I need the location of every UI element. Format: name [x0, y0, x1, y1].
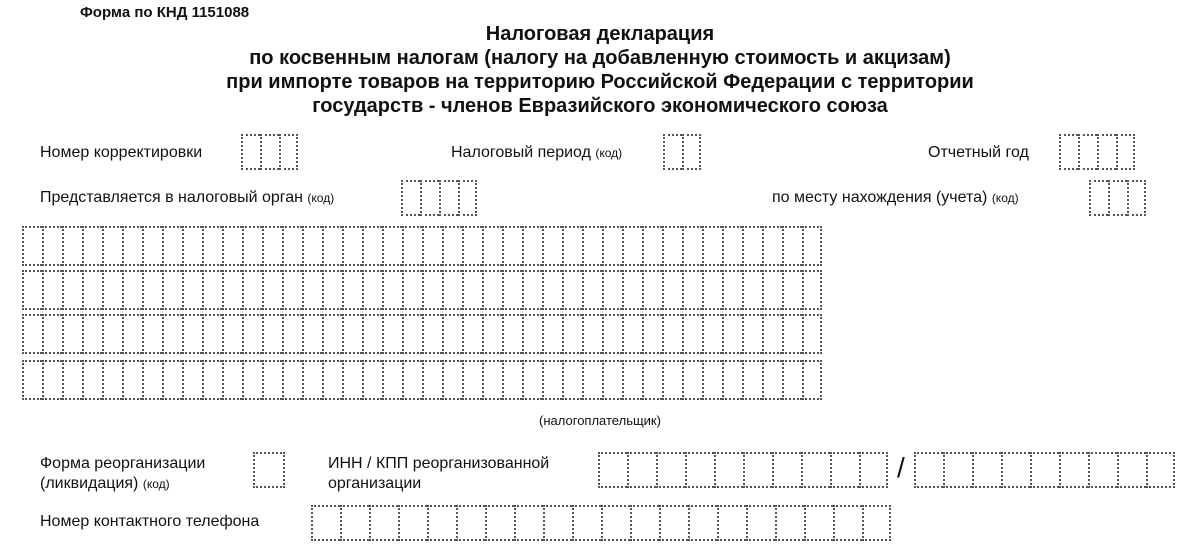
char-cell[interactable]: [420, 180, 439, 216]
char-cell[interactable]: [542, 270, 562, 310]
char-cell[interactable]: [182, 360, 202, 400]
char-cell[interactable]: [682, 360, 702, 400]
char-cell[interactable]: [402, 226, 422, 266]
char-cell[interactable]: [582, 314, 602, 354]
char-cell[interactable]: [682, 270, 702, 310]
char-cell[interactable]: [1078, 134, 1097, 170]
char-cell[interactable]: [682, 314, 702, 354]
char-cell[interactable]: [782, 314, 802, 354]
form-code: Форма по КНД 1151088: [80, 4, 250, 21]
char-cell[interactable]: [602, 314, 622, 354]
title-line-1: Налоговая декларация: [485, 23, 715, 45]
char-cell[interactable]: [222, 270, 242, 310]
char-cell[interactable]: [762, 270, 782, 310]
char-cell[interactable]: [802, 314, 822, 354]
char-cell[interactable]: [622, 226, 642, 266]
taxpayer-row-4[interactable]: [22, 360, 822, 400]
char-cell[interactable]: [202, 314, 222, 354]
reporting-year-label: Отчетный год: [928, 144, 1029, 161]
char-cell[interactable]: [862, 505, 891, 541]
char-cell[interactable]: [522, 314, 542, 354]
char-cell[interactable]: [642, 226, 662, 266]
char-cell[interactable]: [122, 314, 142, 354]
reorg-form-field[interactable]: [253, 452, 285, 488]
char-cell[interactable]: [62, 226, 82, 266]
char-cell[interactable]: [572, 505, 601, 541]
char-cell[interactable]: [1146, 452, 1175, 488]
char-cell[interactable]: [202, 270, 222, 310]
char-cell[interactable]: [502, 226, 522, 266]
char-cell[interactable]: [702, 270, 722, 310]
char-cell[interactable]: [362, 360, 382, 400]
char-cell[interactable]: [142, 360, 162, 400]
char-cell[interactable]: [762, 314, 782, 354]
char-cell[interactable]: [1088, 452, 1117, 488]
title-line-3: при импорте товаров на территорию Российской Федерации с территории: [226, 71, 974, 93]
char-cell[interactable]: [382, 226, 402, 266]
char-cell[interactable]: [342, 270, 362, 310]
char-cell[interactable]: [82, 270, 102, 310]
char-cell[interactable]: [1089, 180, 1108, 216]
char-cell[interactable]: [1059, 452, 1088, 488]
tax-period-label: [451, 144, 622, 162]
document-title: [0, 22, 1200, 118]
char-cell[interactable]: [42, 314, 62, 354]
correction-number-field[interactable]: [241, 134, 298, 170]
taxpayer-row-3[interactable]: [22, 314, 822, 354]
char-cell[interactable]: [322, 226, 342, 266]
char-cell[interactable]: [659, 505, 688, 541]
char-cell[interactable]: [122, 270, 142, 310]
char-cell[interactable]: [62, 314, 82, 354]
char-cell[interactable]: [202, 360, 222, 400]
char-cell[interactable]: [462, 270, 482, 310]
taxpayer-row-2[interactable]: [22, 270, 822, 310]
tax-period-field[interactable]: [663, 134, 701, 170]
char-cell[interactable]: [742, 270, 762, 310]
char-cell[interactable]: [102, 270, 122, 310]
title-line-2: по косвенным налогам (налогу на добавленную стоимость и акцизам): [249, 47, 951, 69]
char-cell[interactable]: [242, 360, 262, 400]
char-cell[interactable]: [282, 226, 302, 266]
char-cell[interactable]: [242, 270, 262, 310]
char-cell[interactable]: [222, 314, 242, 354]
char-cell[interactable]: [762, 360, 782, 400]
char-cell[interactable]: [342, 360, 362, 400]
char-cell[interactable]: [514, 505, 543, 541]
char-cell[interactable]: [282, 314, 302, 354]
char-cell[interactable]: [542, 360, 562, 400]
char-cell[interactable]: [562, 270, 582, 310]
char-cell[interactable]: [439, 180, 458, 216]
char-cell[interactable]: [142, 270, 162, 310]
char-cell[interactable]: [402, 314, 422, 354]
char-cell[interactable]: [502, 270, 522, 310]
char-cell[interactable]: [162, 360, 182, 400]
char-cell[interactable]: [1116, 134, 1135, 170]
char-cell[interactable]: [485, 505, 514, 541]
reorg-form-label-line2: [40, 475, 170, 493]
char-cell[interactable]: [369, 505, 398, 541]
char-cell[interactable]: [422, 226, 442, 266]
char-cell[interactable]: [662, 270, 682, 310]
char-cell[interactable]: [427, 505, 456, 541]
char-cell[interactable]: [1059, 134, 1078, 170]
char-cell[interactable]: [802, 226, 822, 266]
char-cell[interactable]: [642, 270, 662, 310]
char-cell[interactable]: [401, 180, 420, 216]
char-cell[interactable]: [598, 452, 627, 488]
char-cell[interactable]: [722, 360, 742, 400]
char-cell[interactable]: [302, 270, 322, 310]
char-cell[interactable]: [702, 360, 722, 400]
char-cell[interactable]: [582, 270, 602, 310]
char-cell[interactable]: [262, 360, 282, 400]
char-cell[interactable]: [772, 452, 801, 488]
char-cell[interactable]: [162, 226, 182, 266]
char-cell[interactable]: [42, 270, 62, 310]
char-cell[interactable]: [782, 226, 802, 266]
char-cell[interactable]: [859, 452, 888, 488]
char-cell[interactable]: [22, 314, 42, 354]
char-cell[interactable]: [202, 226, 222, 266]
taxpayer-caption: (налогоплательщик): [539, 413, 661, 428]
char-cell[interactable]: [582, 360, 602, 400]
char-cell[interactable]: [322, 314, 342, 354]
char-cell[interactable]: [162, 270, 182, 310]
char-cell[interactable]: [322, 270, 342, 310]
char-cell[interactable]: [562, 314, 582, 354]
char-cell[interactable]: [762, 226, 782, 266]
char-cell[interactable]: [1108, 180, 1127, 216]
char-cell[interactable]: [685, 452, 714, 488]
char-cell[interactable]: [142, 314, 162, 354]
char-cell[interactable]: [260, 134, 279, 170]
char-cell[interactable]: [543, 505, 572, 541]
char-cell[interactable]: [502, 314, 522, 354]
char-cell[interactable]: [801, 452, 830, 488]
char-cell[interactable]: [482, 360, 502, 400]
char-cell[interactable]: [22, 226, 42, 266]
char-cell[interactable]: [775, 505, 804, 541]
char-cell[interactable]: [682, 134, 701, 170]
char-cell[interactable]: [182, 314, 202, 354]
char-cell[interactable]: [253, 452, 285, 488]
char-cell[interactable]: [462, 226, 482, 266]
char-cell[interactable]: [22, 270, 42, 310]
char-cell[interactable]: [242, 314, 262, 354]
char-cell[interactable]: [42, 360, 62, 400]
char-cell[interactable]: [914, 452, 943, 488]
char-cell[interactable]: [662, 360, 682, 400]
char-cell[interactable]: [442, 314, 462, 354]
reorg-form-label-line1: Форма реорганизации: [40, 455, 206, 472]
char-cell[interactable]: [142, 226, 162, 266]
phone-label: Номер контактного телефона: [40, 513, 260, 530]
char-cell[interactable]: [122, 360, 142, 400]
title-line-4: государств - членов Евразийского экономического союза: [312, 95, 888, 117]
char-cell[interactable]: [22, 360, 42, 400]
char-cell[interactable]: [601, 505, 630, 541]
char-cell[interactable]: [622, 360, 642, 400]
char-cell[interactable]: [422, 270, 442, 310]
char-cell[interactable]: [262, 226, 282, 266]
char-cell[interactable]: [242, 226, 262, 266]
char-cell[interactable]: [482, 226, 502, 266]
char-cell[interactable]: [627, 452, 656, 488]
location-label: [772, 189, 1019, 207]
char-cell[interactable]: [279, 134, 298, 170]
char-cell[interactable]: [462, 360, 482, 400]
char-cell[interactable]: [662, 314, 682, 354]
char-cell[interactable]: [398, 505, 427, 541]
char-cell[interactable]: [102, 226, 122, 266]
char-cell[interactable]: [1117, 452, 1146, 488]
char-cell[interactable]: [302, 360, 322, 400]
char-cell[interactable]: [62, 270, 82, 310]
char-cell[interactable]: [688, 505, 717, 541]
tax-period-label-text: Налоговый период: [451, 144, 591, 161]
char-cell[interactable]: [656, 452, 685, 488]
char-cell[interactable]: [342, 314, 362, 354]
char-cell[interactable]: [340, 505, 369, 541]
tax-period-code-hint: (код): [595, 146, 623, 160]
char-cell[interactable]: [311, 505, 340, 541]
reporting-year-field[interactable]: [1059, 134, 1135, 170]
char-cell[interactable]: [482, 270, 502, 310]
char-cell[interactable]: [262, 314, 282, 354]
char-cell[interactable]: [742, 226, 762, 266]
char-cell[interactable]: [302, 226, 322, 266]
char-cell[interactable]: [746, 505, 775, 541]
char-cell[interactable]: [622, 270, 642, 310]
reorg-form-label-line2-text: (ликвидация): [40, 475, 139, 492]
phone-field[interactable]: [311, 505, 891, 541]
char-cell[interactable]: [1127, 180, 1146, 216]
inn-kpp-separator: /: [897, 452, 905, 483]
char-cell[interactable]: [122, 226, 142, 266]
char-cell[interactable]: [722, 314, 742, 354]
char-cell[interactable]: [362, 314, 382, 354]
char-cell[interactable]: [382, 314, 402, 354]
char-cell[interactable]: [1001, 452, 1030, 488]
char-cell[interactable]: [722, 226, 742, 266]
char-cell[interactable]: [482, 314, 502, 354]
char-cell[interactable]: [382, 270, 402, 310]
char-cell[interactable]: [462, 314, 482, 354]
tax-authority-label-text: Представляется в налоговый орган: [40, 189, 303, 206]
reorg-kpp-field[interactable]: [914, 452, 1175, 488]
location-label-text: по месту нахождения (учета): [772, 189, 988, 206]
char-cell[interactable]: [804, 505, 833, 541]
char-cell[interactable]: [442, 360, 462, 400]
char-cell[interactable]: [282, 360, 302, 400]
char-cell[interactable]: [833, 505, 862, 541]
char-cell[interactable]: [222, 360, 242, 400]
tax-authority-code-hint: (код): [307, 191, 335, 205]
char-cell[interactable]: [802, 360, 822, 400]
char-cell[interactable]: [1030, 452, 1059, 488]
char-cell[interactable]: [717, 505, 746, 541]
reorg-form-code-hint: (код): [142, 477, 170, 491]
char-cell[interactable]: [702, 226, 722, 266]
char-cell[interactable]: [602, 226, 622, 266]
char-cell[interactable]: [382, 360, 402, 400]
char-cell[interactable]: [402, 270, 422, 310]
tax-authority-field[interactable]: [401, 180, 477, 216]
char-cell[interactable]: [362, 270, 382, 310]
reorg-inn-kpp-label-line1: ИНН / КПП реорганизованной: [328, 455, 550, 472]
char-cell[interactable]: [62, 360, 82, 400]
tax-authority-label: [40, 189, 334, 207]
char-cell[interactable]: [182, 270, 202, 310]
char-cell[interactable]: [442, 226, 462, 266]
char-cell[interactable]: [241, 134, 260, 170]
char-cell[interactable]: [102, 360, 122, 400]
char-cell[interactable]: [714, 452, 743, 488]
char-cell[interactable]: [42, 226, 62, 266]
char-cell[interactable]: [722, 270, 742, 310]
location-field[interactable]: [1089, 180, 1146, 216]
char-cell[interactable]: [282, 270, 302, 310]
char-cell[interactable]: [782, 360, 802, 400]
char-cell[interactable]: [602, 360, 622, 400]
char-cell[interactable]: [82, 314, 102, 354]
char-cell[interactable]: [663, 134, 682, 170]
char-cell[interactable]: [630, 505, 659, 541]
reorg-inn-field[interactable]: [598, 452, 888, 488]
char-cell[interactable]: [302, 314, 322, 354]
char-cell[interactable]: [522, 360, 542, 400]
char-cell[interactable]: [522, 226, 542, 266]
char-cell[interactable]: [522, 270, 542, 310]
char-cell[interactable]: [402, 360, 422, 400]
char-cell[interactable]: [342, 226, 362, 266]
char-cell[interactable]: [222, 226, 242, 266]
char-cell[interactable]: [802, 270, 822, 310]
char-cell[interactable]: [442, 270, 462, 310]
location-code-hint: (код): [991, 191, 1019, 205]
char-cell[interactable]: [322, 360, 342, 400]
char-cell[interactable]: [562, 226, 582, 266]
reorg-inn-kpp-label-line2: организации: [328, 475, 422, 492]
char-cell[interactable]: [102, 314, 122, 354]
char-cell[interactable]: [82, 226, 102, 266]
char-cell[interactable]: [582, 226, 602, 266]
char-cell[interactable]: [830, 452, 859, 488]
char-cell[interactable]: [1097, 134, 1116, 170]
char-cell[interactable]: [743, 452, 772, 488]
char-cell[interactable]: [362, 226, 382, 266]
char-cell[interactable]: [262, 270, 282, 310]
char-cell[interactable]: [562, 360, 582, 400]
char-cell[interactable]: [182, 226, 202, 266]
char-cell[interactable]: [162, 314, 182, 354]
char-cell[interactable]: [422, 314, 442, 354]
char-cell[interactable]: [702, 314, 722, 354]
char-cell[interactable]: [458, 180, 477, 216]
taxpayer-row-1[interactable]: [22, 226, 822, 266]
char-cell[interactable]: [682, 226, 702, 266]
char-cell[interactable]: [642, 360, 662, 400]
char-cell[interactable]: [742, 360, 762, 400]
char-cell[interactable]: [82, 360, 102, 400]
char-cell[interactable]: [782, 270, 802, 310]
char-cell[interactable]: [742, 314, 762, 354]
char-cell[interactable]: [456, 505, 485, 541]
char-cell[interactable]: [943, 452, 972, 488]
char-cell[interactable]: [602, 270, 622, 310]
correction-number-label: Номер корректировки: [40, 144, 203, 161]
char-cell[interactable]: [622, 314, 642, 354]
char-cell[interactable]: [542, 226, 562, 266]
char-cell[interactable]: [972, 452, 1001, 488]
char-cell[interactable]: [502, 360, 522, 400]
char-cell[interactable]: [422, 360, 442, 400]
char-cell[interactable]: [542, 314, 562, 354]
char-cell[interactable]: [662, 226, 682, 266]
char-cell[interactable]: [642, 314, 662, 354]
